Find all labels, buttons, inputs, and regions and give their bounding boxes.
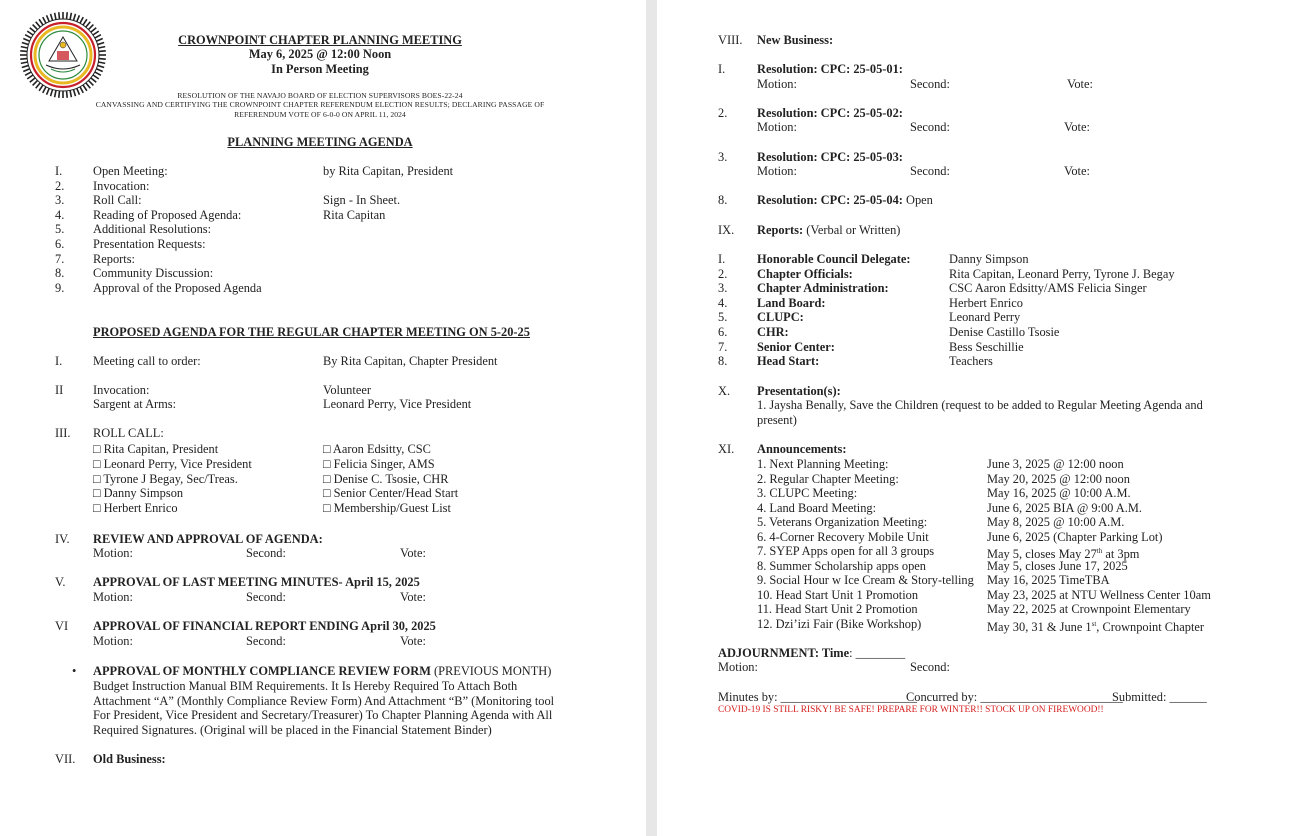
report-label: Chapter Administration: — [757, 281, 889, 296]
compliance-text-line: For President, Vice President and Secretary/Treasurer) To Chapter Planning Agenda with All — [93, 708, 553, 722]
call-to-order-value: By Rita Capitan, Chapter President — [323, 354, 498, 368]
roll-call-checkbox-item: □ Herbert Enrico — [93, 501, 178, 516]
covid-warning: COVID-19 IS STILL RISKY! BE SAFE! PREPARE FOR WINTER!! STOCK UP ON FIREWOOD!! — [718, 705, 1104, 715]
item-number: 5. — [55, 222, 65, 237]
motion-label: Motion: — [757, 120, 797, 134]
planning-item-label: Community Discussion: — [93, 266, 214, 281]
document-page-1 — [0, 0, 646, 836]
resolution-title: Resolution: CPC: 25-05-01: — [757, 62, 903, 76]
report-label: CLUPC: — [757, 310, 804, 325]
planning-item-label: Reports: — [93, 251, 135, 266]
announcement-date: May 30, 31 & June 1st, Crownpoint Chapter — [987, 619, 1205, 634]
announcement-label: 9. Social Hour w Ice Cream & Story-telling — [757, 573, 974, 587]
report-value: CSC Aaron Edsitty/AMS Felicia Singer — [949, 281, 1147, 296]
report-label: Head Start: — [757, 354, 820, 369]
item-number: I. — [718, 252, 726, 266]
second-label: Second: — [910, 164, 950, 178]
planning-item-value: Sign - In Sheet. — [323, 193, 401, 208]
open-resolution-note: Open — [902, 193, 933, 207]
second-label: Second: — [246, 546, 286, 560]
vote-label: Vote: — [400, 634, 426, 648]
report-value: Herbert Enrico — [949, 295, 1023, 310]
minutes-approval-title: APPROVAL OF LAST MEETING MINUTES- April 15, 2025 — [93, 575, 420, 589]
resolution-title: Resolution: CPC: 25-05-02: — [757, 106, 903, 120]
announcement-label: 11. Head Start Unit 2 Promotion — [757, 602, 918, 616]
item-number: XI. — [718, 442, 735, 456]
resolution-line-2: CANVASSING AND CERTIFYING THE CROWNPOINT CHAPTER REFERENDUM ELECTION RESULTS; DECLARING PASSAGE OF — [95, 100, 545, 109]
resolution-line-3: REFERENDUM VOTE OF 6-0-0 ON APRIL 11, 2024 — [234, 110, 406, 119]
roll-call-checkbox-item: □ Leonard Perry, Vice President — [93, 456, 252, 471]
announcement-label: 1. Next Planning Meeting: — [757, 457, 889, 471]
announcement-date: May 16, 2025 TimeTBA — [987, 573, 1110, 587]
item-number: 2. — [718, 266, 728, 281]
announcement-label: 10. Head Start Unit 1 Promotion — [757, 587, 919, 602]
item-number: 4. — [55, 207, 65, 222]
resolution-line-1: RESOLUTION OF THE NAVAJO BOARD OF ELECTION SUPERVISORS BOES-22-24 — [177, 91, 463, 100]
roll-call-checkbox-item: □ Membership/Guest List — [323, 501, 451, 516]
item-number: 4. — [718, 295, 728, 310]
item-number: 3. — [55, 193, 65, 208]
announcement-label: 7. SYEP Apps open for all 3 groups — [757, 544, 935, 558]
compliance-review-paren: (PREVIOUS MONTH) — [430, 664, 552, 678]
vote-label: Vote: — [400, 546, 426, 560]
announcement-date: May 8, 2025 @ 10:00 A.M. — [987, 515, 1125, 529]
compliance-review-title: APPROVAL OF MONTHLY COMPLIANCE REVIEW FORM — [93, 664, 431, 678]
item-number: 6. — [55, 237, 65, 251]
meeting-mode: In Person Meeting — [271, 62, 369, 76]
reports-note: (Verbal or Written) — [803, 223, 901, 237]
roll-call-checkbox-item: □ Denise C. Tsosie, CHR — [323, 471, 449, 486]
resolution-title: Resolution: CPC: 25-05-03: — [757, 150, 903, 164]
announcement-label: 8. Summer Scholarship apps open — [757, 558, 926, 573]
announcement-date: May 20, 2025 @ 12:00 noon — [987, 471, 1130, 486]
announcement-date: May 23, 2025 at NTU Wellness Center 10am — [987, 587, 1211, 602]
second-label: Second: — [246, 634, 286, 648]
review-agenda-title: REVIEW AND APPROVAL OF AGENDA: — [93, 532, 323, 546]
motion-label: Motion: — [718, 660, 758, 674]
item-number: 8. — [718, 354, 728, 369]
presentations-title: Presentation(s): — [757, 384, 841, 398]
report-value: Denise Castillo Tsosie — [949, 325, 1060, 339]
report-label: Honorable Council Delegate: — [757, 252, 911, 266]
roll-call-checkbox-item: □ Senior Center/Head Start — [323, 486, 459, 501]
compliance-review-heading — [93, 664, 551, 679]
planning-item-label: Roll Call: — [93, 193, 142, 208]
item-number: VI — [55, 619, 69, 633]
motion-label: Motion: — [757, 77, 797, 91]
planning-item-label: Approval of the Proposed Agenda — [93, 280, 262, 295]
announcement-label: 6. 4-Corner Recovery Mobile Unit — [757, 529, 929, 544]
roll-call-checkbox-item: □ Aaron Edsitty, CSC — [323, 442, 431, 456]
meeting-date: May 6, 2025 @ 12:00 Noon — [248, 47, 392, 61]
announcement-label: 12. Dzi’izi Fair (Bike Workshop) — [757, 616, 922, 631]
reports-heading — [757, 223, 900, 238]
navajo-nation-seal-icon — [18, 11, 108, 99]
open-resolution — [757, 193, 933, 208]
item-number: V. — [55, 575, 66, 589]
adjournment-blank: : ________ — [849, 646, 906, 660]
item-number: 8. — [718, 193, 728, 207]
document-page-2 — [657, 0, 1304, 836]
item-number: IX. — [718, 223, 735, 237]
minutes-by-line: Minutes by: ______________________ — [718, 690, 917, 704]
report-label: Senior Center: — [757, 339, 835, 354]
motion-label: Motion: — [93, 590, 133, 604]
report-value: Teachers — [949, 354, 993, 369]
announcement-date: May 5, closes May 27th at 3pm — [987, 547, 1140, 562]
item-number: I. — [55, 354, 63, 368]
item-number: 3. — [718, 281, 728, 296]
report-label: Chapter Officials: — [757, 266, 853, 281]
item-number: III. — [55, 426, 71, 440]
motion-label: Motion: — [93, 546, 133, 560]
item-number: I. — [718, 62, 726, 76]
planning-item-label: Reading of Proposed Agenda: — [93, 207, 242, 222]
announcement-date: May 22, 2025 at Crownpoint Elementary — [987, 602, 1191, 616]
item-number: II — [55, 383, 64, 397]
second-label: Second: — [910, 660, 950, 674]
motion-label: Motion: — [757, 164, 797, 178]
item-number: 6. — [718, 325, 728, 339]
roll-call-checkbox-item: □ Felicia Singer, AMS — [323, 456, 435, 471]
roll-call-checkbox-item: □ Rita Capitan, President — [93, 442, 219, 456]
announcement-date: May 16, 2025 @ 10:00 A.M. — [987, 486, 1131, 500]
announcement-date: June 6, 2025 BIA @ 9:00 A.M. — [987, 500, 1142, 515]
item-number: X. — [718, 384, 731, 398]
second-label: Second: — [910, 77, 950, 91]
report-value: Rita Capitan, Leonard Perry, Tyrone J. Begay — [949, 266, 1175, 281]
announcement-label: 3. CLUPC Meeting: — [757, 486, 858, 500]
planning-item-value: by Rita Capitan, President — [323, 164, 454, 178]
adjournment-line — [718, 646, 905, 661]
announcement-date: May 5, closes June 17, 2025 — [987, 558, 1128, 573]
concurred-by-line: Concurred by: _______________________ — [906, 690, 1123, 704]
announcements-title: Announcements: — [757, 442, 847, 456]
item-number: 7. — [55, 251, 65, 266]
compliance-text-line: Required Signatures. (Original will be placed in the Financial Statement Binder) — [93, 723, 492, 737]
sargent-value: Leonard Perry, Vice President — [323, 397, 472, 411]
new-business-title: New Business: — [757, 33, 834, 47]
motion-label: Motion: — [93, 634, 133, 648]
announcement-date: June 6, 2025 (Chapter Parking Lot) — [987, 529, 1163, 544]
invocation-value: Volunteer — [323, 383, 371, 397]
meeting-title: CROWNPOINT CHAPTER PLANNING MEETING — [178, 33, 462, 47]
announcement-label: 5. Veterans Organization Meeting: — [757, 515, 928, 529]
call-to-order-label: Meeting call to order: — [93, 354, 201, 368]
report-label: Land Board: — [757, 295, 826, 310]
report-label: CHR: — [757, 325, 789, 339]
sargent-label: Sargent at Arms: — [93, 397, 177, 411]
adjournment-title: ADJOURNMENT: Time — [718, 646, 850, 660]
roll-call-label: ROLL CALL: — [93, 426, 164, 440]
item-number: 5. — [718, 310, 728, 325]
proposed-agenda-heading: PROPOSED AGENDA FOR THE REGULAR CHAPTER MEETING ON 5-20-25 — [93, 325, 530, 339]
item-number: 9. — [55, 280, 65, 295]
compliance-text-line: Attachment “A” (Monthly Compliance Review Form) And Attachment “B” (Monitoring tool — [93, 694, 555, 708]
announcement-label: 2. Regular Chapter Meeting: — [757, 471, 899, 486]
report-value: Bess Seschillie — [949, 339, 1024, 354]
planning-item-label: Open Meeting: — [93, 164, 168, 178]
roll-call-checkbox-item: □ Danny Simpson — [93, 486, 184, 501]
vote-label: Vote: — [1067, 77, 1093, 91]
vote-label: Vote: — [1064, 164, 1090, 178]
agenda-heading: PLANNING MEETING AGENDA — [227, 135, 413, 149]
report-value: Leonard Perry — [949, 310, 1021, 325]
vote-label: Vote: — [400, 590, 426, 604]
compliance-text-line: Budget Instruction Manual BIM Requirements. It Is Hereby Required To Attach Both — [93, 679, 518, 693]
old-business-title: Old Business: — [93, 752, 166, 766]
item-number: 8. — [55, 266, 65, 281]
reports-title: Reports: — [757, 223, 804, 237]
second-label: Second: — [910, 120, 950, 134]
item-number: VII. — [55, 752, 76, 766]
planning-item-value: Rita Capitan — [323, 207, 386, 222]
presentation-text: 1. Jaysha Benally, Save the Children (request to be added to Regular Meeting Agenda and present) — [757, 398, 1203, 427]
second-label: Second: — [246, 590, 286, 604]
roll-call-checkbox-item: □ Tyrone J Begay, Sec/Treas. — [93, 471, 238, 486]
report-value: Danny Simpson — [949, 252, 1029, 266]
bullet-icon: • — [72, 664, 77, 678]
invocation-label: Invocation: — [93, 383, 150, 397]
planning-item-label: Additional Resolutions: — [93, 222, 212, 237]
announcement-label: 4. Land Board Meeting: — [757, 500, 877, 515]
item-number: IV. — [55, 532, 70, 546]
item-number: 7. — [718, 339, 728, 354]
announcement-date: June 3, 2025 @ 12:00 noon — [987, 457, 1124, 471]
item-number: VIII. — [718, 33, 743, 47]
vote-label: Vote: — [1064, 120, 1090, 134]
item-number: I. — [55, 164, 63, 178]
planning-item-label: Presentation Requests: — [93, 237, 206, 251]
item-number: 2. — [55, 178, 65, 193]
item-number: 3. — [718, 150, 728, 164]
planning-item-label: Invocation: — [93, 178, 150, 193]
item-number: 2. — [718, 106, 728, 120]
submitted-line: Submitted: ______ — [1112, 690, 1207, 704]
open-resolution-title: Resolution: CPC: 25-05-04: — [757, 193, 903, 207]
financial-report-title: APPROVAL OF FINANCIAL REPORT ENDING April 30, 2025 — [93, 619, 436, 633]
